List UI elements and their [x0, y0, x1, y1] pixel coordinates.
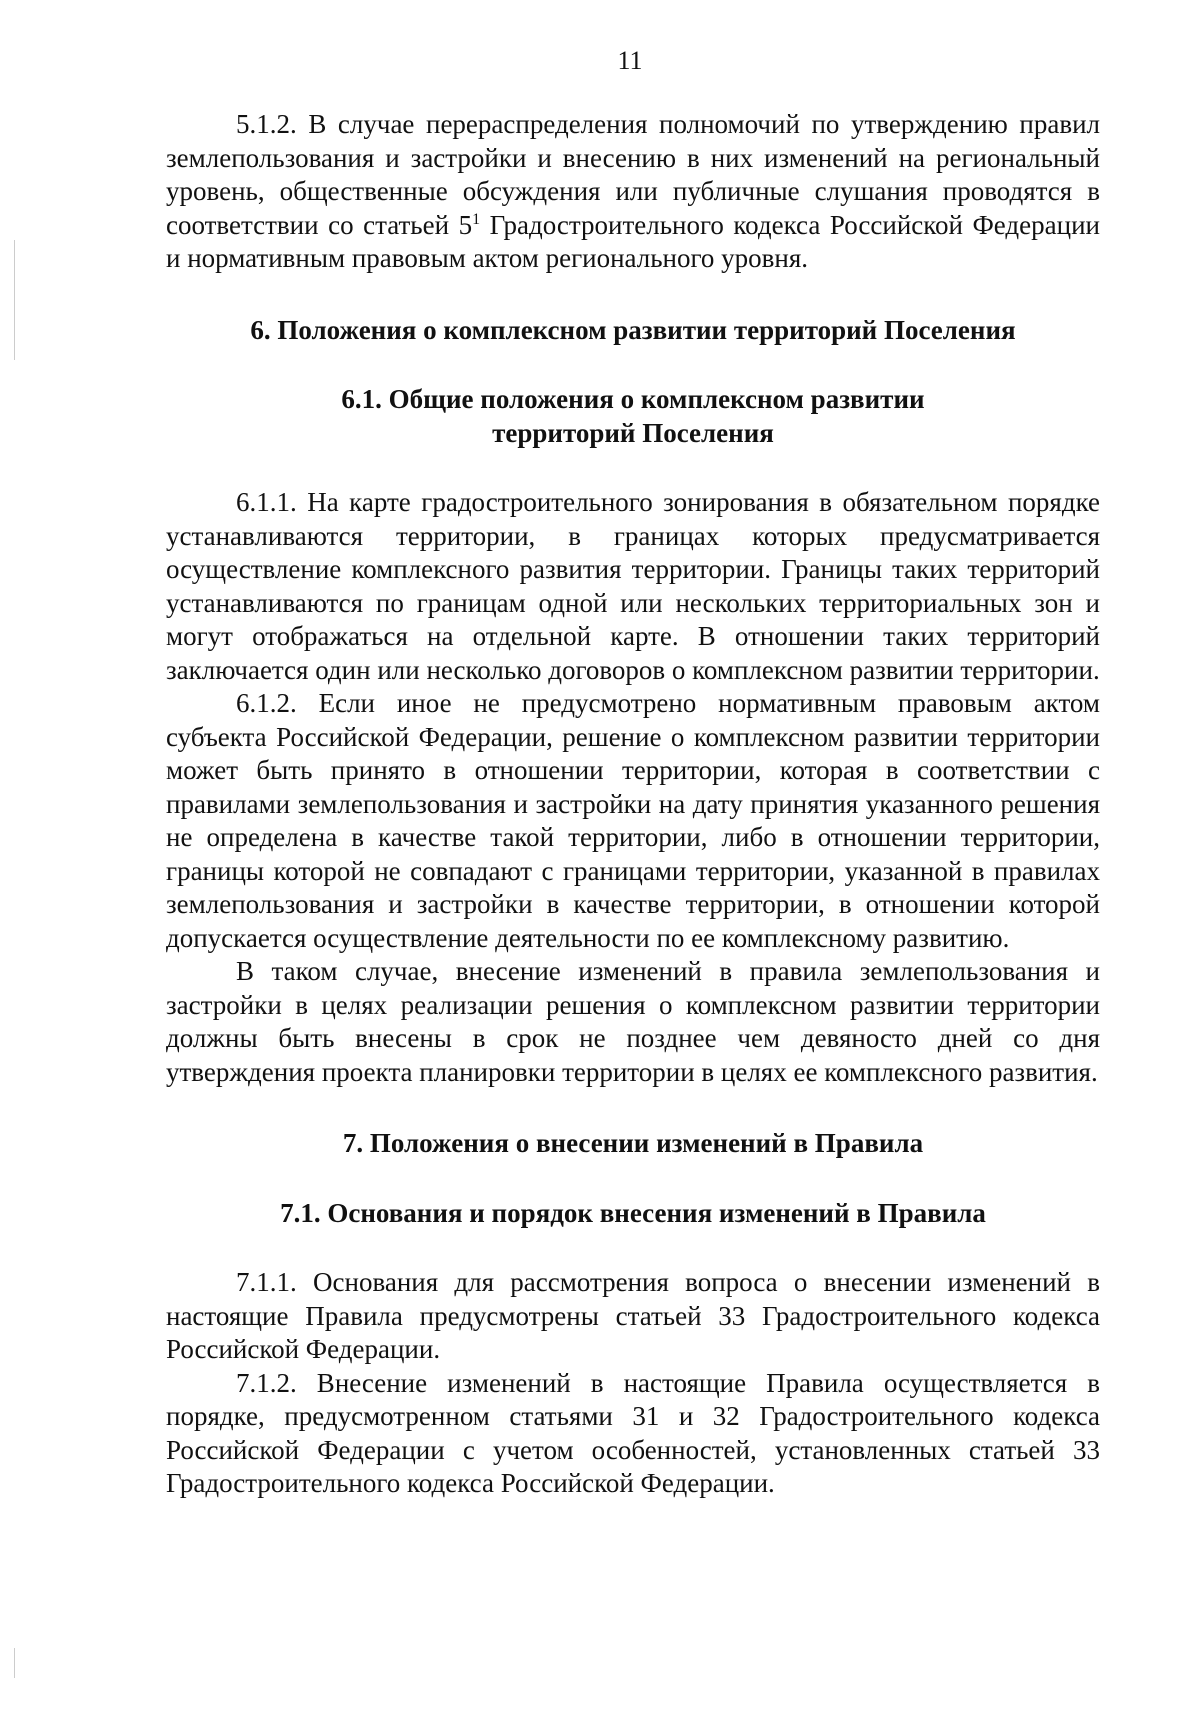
section-6-1-heading-line2: территорий Поселения — [492, 417, 774, 448]
section-6-heading: 6. Положения о комплексном развитии территорий Поселения — [250, 314, 1016, 345]
paragraph-5-1-2-tail: Градостроительного кодекса Российской Федерации и нормативным правовым актом регионального уровня. — [166, 209, 1100, 273]
paragraph-7-1-1: 7.1.1. Основания для рассмотрения вопроса о внесении изменений в настоящие Правила предусмотрены статьей 33 Градостроительного кодекса Российской Федерации. — [166, 1267, 1100, 1364]
scan-edge-mark — [14, 240, 15, 360]
section-7-1-heading: 7.1. Основания и порядок внесения изменений в Правила — [280, 1197, 986, 1228]
document-body — [166, 108, 1100, 1501]
section-6-1-heading — [166, 383, 1100, 450]
section-6-1-heading-line1: 6.1. Общие положения о комплексном развитии — [341, 384, 925, 414]
paragraph-6-1-2-continuation: В таком случае, внесение изменений в правила землепользования и застройки в целях реализации решения о комплексном развитии территории должны быть внесены в срок не позднее чем девяносто дней со дня утверждения проекта планировки территории в целях ее комплексного развития. — [166, 956, 1100, 1087]
paragraph-5-1-2 — [166, 108, 1100, 276]
section-7-heading: 7. Положения о внесении изменений в Правила — [342, 1128, 924, 1158]
superscript-article-number: 1 — [472, 210, 481, 228]
paragraph-5-1-2-lead: 5.1.2. В случае перераспределения полномочий по утверждению правил землепользования и застройки и внесению в них изменений на региональный уровень, общественные обсуждения или публичные слушания проводятся в соответствии со статьей 5 — [166, 109, 1100, 240]
page-number: 11 — [617, 46, 643, 75]
paragraph-6-1-2: 6.1.2. Если иное не предусмотрено нормативным правовым актом субъекта Российской Федерации, решение о комплексном развитии территории может быть принято в отношении территории, которая в соответствии с правилами землепользования и застройки на дату принятия указанного решения не определена в качестве такой территории, либо в отношении территории, границы которой не совпадают с границами территории, указанной в правилах землепользования и застройки в качестве территории, в отношении которой допускается осуществление деятельности по ее комплексному развитию. — [166, 688, 1100, 953]
scan-edge-mark — [14, 1648, 15, 1678]
paragraph-7-1-2: 7.1.2. Внесение изменений в настоящие Правила осуществляется в порядке, предусмотренном статьями 31 и 32 Градостроительного кодекса Российской Федерации с учетом особенностей, установленных статьей 33 Градостроительного кодекса Российской Федерации. — [166, 1367, 1100, 1498]
paragraph-6-1-1: 6.1.1. На карте градостроительного зонирования в обязательном порядке устанавливаются территории, в границах которых предусматривается осуществление комплексного развития территории. Границы таких территорий устанавливаются по границам одной или нескольких территориальных зон и могут отображаться на отдельной карте. В отношении таких территорий заключается один или несколько договоров о комплексном развитии территории. — [166, 487, 1100, 685]
